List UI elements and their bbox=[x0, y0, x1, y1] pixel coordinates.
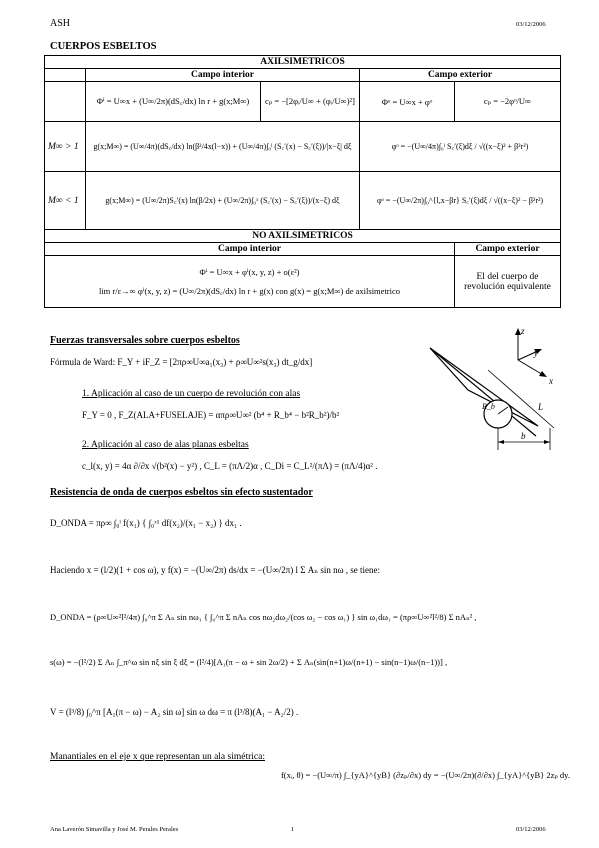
wing-body-figure bbox=[428, 328, 568, 453]
item1-equation: F_Y = 0 , F_Z(ALA+FUSELAJE) = απρ∞U∞² (b⁴ + R_b⁴ − b²R_b²)/b² bbox=[82, 410, 340, 420]
footer-authors: Ana Laverón Simavilla y José M. Perales Perales bbox=[50, 826, 179, 833]
slender-body-table bbox=[44, 55, 561, 308]
section-transverse-forces: Fuerzas transversales sobre cuerpos esbeltos bbox=[50, 335, 240, 346]
noaxil-interior-header: Campo interior bbox=[45, 243, 455, 256]
item2-title: 2. Aplicación al caso de alas planas esbeltas bbox=[82, 440, 249, 450]
noaxil-exterior: El del cuerpo de revolución equivalente bbox=[455, 256, 561, 308]
exterior-potential: Φᵒ = U∞x + φᵒ bbox=[360, 82, 455, 122]
subsonic-exterior: φᵒ = −(U∞/2π)∫₀^{l,x−βr} S꜀′(ξ)dξ / √((x−ξ)² − β²r²) bbox=[360, 172, 561, 230]
header-date: 03/12/2006 bbox=[516, 21, 546, 28]
substitution-text: Haciendo x = (l/2)(1 + cos ω), y f(x) = −(U∞/2π) ds/dx = −(U∞/2π) l Σ Aₙ sin nω , se tiene: bbox=[50, 565, 381, 575]
page-title: CUERPOS ESBELTOS bbox=[50, 41, 157, 52]
exterior-header: Campo exterior bbox=[360, 69, 561, 82]
subsonic-interior: g(x;M∞) = (U∞/2π)S꜀′(x) ln(β/2x) + (U∞/2π)∫₀ˣ (S꜀′(x) − S꜀′(ξ))/(x−ξ) dξ bbox=[86, 172, 360, 230]
exterior-cp: cₚ = −2φᵒ/U∞ bbox=[455, 82, 561, 122]
radius-label: R_b bbox=[482, 402, 495, 411]
axil-title: AXILSIMETRICOS bbox=[45, 56, 561, 69]
axis-x-label: x bbox=[549, 376, 553, 386]
item1-title: 1. Aplicación al caso de un cuerpo de revolución con alas bbox=[82, 389, 301, 399]
noaxil-title: NO AXILSIMETRICOS bbox=[45, 230, 561, 243]
axis-z-label: z bbox=[521, 328, 525, 336]
wave-drag-equation: D_ONDA = πρ∞ ∫₀ˡ f(x₁) { ∫₀ˣ¹ df(x₂)/(x₁ − x₂) } dx₁ . bbox=[50, 518, 242, 528]
header-left: ASH bbox=[50, 18, 71, 29]
section-wave-drag: Resistencia de onda de cuerpos esbeltos sin efecto sustentador bbox=[50, 487, 313, 498]
supersonic-exterior: φᵒ = −(U∞/4π)∫₀ˡ S꜀′(ξ)dξ / √((x−ξ)² + β²r²) bbox=[360, 122, 561, 172]
area-distribution: s(ω) = −(l²/2) Σ Aₙ ∫_π^ω sin nξ sin ξ dξ = (l²/4)[A₁(π − ω + sin 2ω/2) + Σ Aₙ(sin(n+1)ω/(n+1) − sin(n−1)ω/(n−1))] , bbox=[50, 657, 448, 667]
interior-header: Campo interior bbox=[86, 69, 360, 82]
axis-y-label: y bbox=[534, 348, 538, 358]
volume-equation: V = (l³/8) ∫₀^π [A₁(π − ω) − A₂ sin ω] sin ω dω = π (l³/8)(A₁ − A₂/2) . bbox=[50, 707, 299, 717]
sources-equation: f(xᵢ, θ) = −(U∞/π) ∫_{yA}^{yB} (∂zₚ/∂x) dy = −(U∞/2π)(∂/∂x) ∫_{yA}^{yB} 2zₚ dy. bbox=[280, 770, 570, 780]
sources-text: Manantiales en el eje x que representan un ala simétrica: bbox=[50, 752, 265, 762]
footer-date: 03/12/2006 bbox=[516, 826, 546, 833]
length-label: L bbox=[538, 402, 544, 412]
item2-equation: c_l(x, y) = 4α ∂/∂x √(b²(x) − y²) , C_L = (πΛ/2)α , C_Di = C_L²/(πΛ) = (πΛ/4)α² . bbox=[82, 461, 378, 471]
ward-formula: Fórmula de Ward: F_Y + iF_Z = [2πρ∞U∞a₁(x₃) + ρ∞U∞²s(x₃) dt_g/dx] bbox=[50, 357, 313, 367]
noaxil-eq1: Φⁱ = U∞x + φⁱ(x, y, z) + o(ε²) bbox=[199, 266, 300, 277]
supersonic-label: M∞ > 1 bbox=[45, 122, 86, 172]
page-number: 1 bbox=[291, 826, 295, 833]
span-label: b bbox=[521, 431, 526, 441]
interior-cp: cₚ = −[2φᵢ/U∞ + (φᵢ/U∞)²] bbox=[261, 82, 360, 122]
interior-potential: Φⁱ = U∞x + (U∞/2π)(dS꜀/dx) ln r + g(x;M∞) bbox=[86, 82, 261, 122]
supersonic-interior: g(x;M∞) = (U∞/4π)(dS꜀/dx) ln(β²/4x(l−x)) + (U∞/4π)∫₀ˡ (S꜀′(x) − S꜀′(ξ))/|x−ξ| dξ bbox=[86, 122, 360, 172]
wave-drag-series: D_ONDA = (ρ∞U∞²l²/4π) ∫₀^π Σ Aₙ sin nω₁ { ∫₀^π Σ nAₙ cos nω₂dω₂/(cos ω₂ − cos ω₁) } sin ω₁dω₁ = (πρ∞U∞²l²/8) Σ nAₙ² , bbox=[50, 612, 477, 622]
noaxil-exterior-header: Campo exterior bbox=[455, 243, 561, 256]
subsonic-label: M∞ < 1 bbox=[45, 172, 86, 230]
noaxil-eq2: lim r/ε→∞ φⁱ(x, y, z) = (U∞/2π)(dS꜀/dx) ln r + g(x) con g(x) = g(x;M∞) de axilsimetrico bbox=[98, 285, 401, 296]
